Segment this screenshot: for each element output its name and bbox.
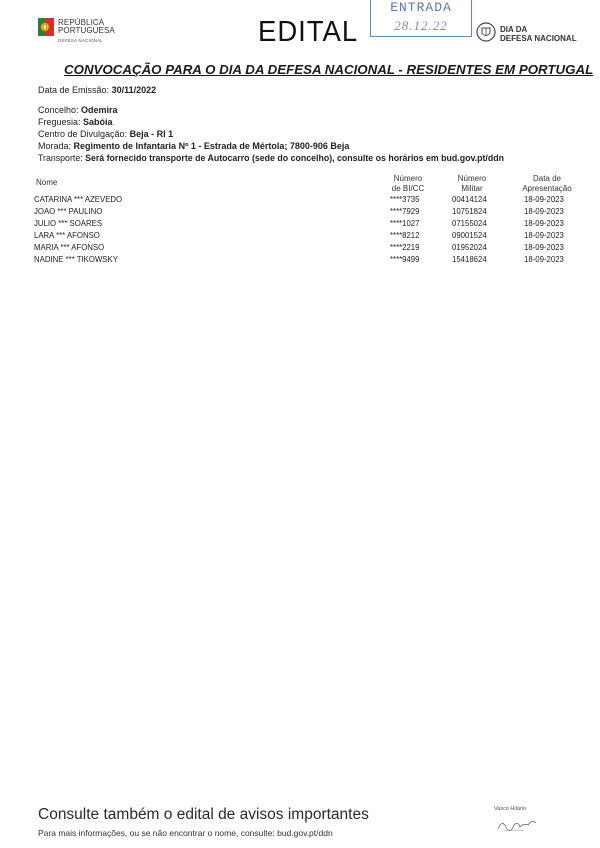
table-row bbox=[34, 231, 584, 242]
row-date: 18-09-2023 bbox=[524, 207, 564, 216]
centro-label: Centro de Divulgação: bbox=[38, 129, 128, 139]
row-military: 00414124 bbox=[452, 195, 487, 204]
row-name: JULIO *** SOARES bbox=[34, 219, 103, 228]
document-title: EDITAL bbox=[258, 16, 359, 48]
morada-line bbox=[38, 141, 349, 151]
transporte-line bbox=[38, 153, 504, 163]
republic-line-1: REPÚBLICA bbox=[58, 18, 105, 27]
stamp-title: ENTRADA bbox=[390, 0, 452, 15]
row-date: 18-09-2023 bbox=[524, 243, 564, 252]
table-row bbox=[34, 243, 584, 254]
table-row bbox=[34, 219, 584, 230]
entry-stamp bbox=[370, 0, 472, 37]
row-date: 18-09-2023 bbox=[524, 231, 564, 240]
ministry-label: DEFESA NACIONAL bbox=[58, 38, 104, 43]
header-date-line-1: Data de bbox=[532, 174, 562, 183]
concelho-line bbox=[38, 105, 118, 115]
header-date-line-2: Apresentação bbox=[522, 184, 572, 193]
row-date: 18-09-2023 bbox=[524, 195, 564, 204]
republic-line-2: PORTUGUESA bbox=[58, 26, 115, 35]
table-row bbox=[34, 207, 584, 218]
table-row bbox=[34, 195, 584, 206]
freguesia-value: Sabóia bbox=[83, 117, 113, 127]
row-name: MARIA *** AFONSO bbox=[34, 243, 105, 252]
signer-name: Vasco Hilário bbox=[494, 806, 526, 812]
row-bi: ****7929 bbox=[390, 207, 420, 216]
row-name: LARA *** AFONSO bbox=[34, 231, 100, 240]
ddn-line-1: DIA DA bbox=[500, 25, 528, 34]
row-bi: ****9499 bbox=[390, 255, 420, 264]
republica-portuguesa-logo bbox=[38, 16, 118, 48]
row-military: 15418624 bbox=[452, 255, 487, 264]
row-bi: ****2219 bbox=[390, 243, 420, 252]
header-military-line-2: Militar bbox=[461, 184, 483, 193]
footer-info: Para mais informações, ou se não encontrar o nome, consulte: bud.gov.pt/ddn bbox=[38, 828, 333, 838]
row-name: JOAO *** PAULINO bbox=[34, 207, 103, 216]
concelho-value: Odemira bbox=[81, 105, 118, 115]
header-military bbox=[446, 174, 498, 194]
morada-label: Morada: bbox=[38, 141, 72, 151]
header-date bbox=[510, 174, 584, 194]
emission-value: 30/11/2022 bbox=[111, 85, 157, 95]
ddn-line-2: DEFESA NACIONAL bbox=[500, 34, 577, 43]
centro-line bbox=[38, 129, 173, 139]
defense-emblem-icon bbox=[476, 22, 496, 42]
transporte-label: Transporte: bbox=[38, 153, 83, 163]
header-name: Nome bbox=[36, 178, 58, 187]
stamp-date: 28.12.22 bbox=[394, 18, 448, 33]
morada-value: Regimento de Infantaria Nº 1 - Estrada de Mértola; 7800-906 Beja bbox=[73, 141, 350, 151]
row-bi: ****8212 bbox=[390, 231, 420, 240]
header-military-line-1: Número bbox=[457, 174, 487, 183]
header-bi bbox=[382, 174, 434, 194]
row-date: 18-09-2023 bbox=[524, 255, 564, 264]
centro-value: Beja - RI 1 bbox=[129, 129, 174, 139]
table-row bbox=[34, 255, 584, 266]
row-bi: ****1027 bbox=[390, 219, 420, 228]
freguesia-line bbox=[38, 117, 113, 127]
emission-date-line bbox=[38, 85, 156, 95]
convocation-title: CONVOCAÇÃO PARA O DIA DA DEFESA NACIONAL - RESIDENTES EM PORTUGAL bbox=[64, 62, 594, 77]
row-bi: ****3735 bbox=[390, 195, 420, 204]
dia-defesa-nacional-logo bbox=[476, 22, 586, 44]
freguesia-label: Freguesia: bbox=[38, 117, 81, 127]
portuguese-flag-icon bbox=[38, 16, 56, 38]
row-name: NADINE *** TIKOWSKY bbox=[34, 255, 118, 264]
header-bi-line-2: de BI/CC bbox=[391, 184, 425, 193]
header-bi-line-1: Número bbox=[393, 174, 423, 183]
row-military: 07155024 bbox=[452, 219, 487, 228]
concelho-label: Concelho: bbox=[38, 105, 79, 115]
row-military: 09001524 bbox=[452, 231, 487, 240]
row-date: 18-09-2023 bbox=[524, 219, 564, 228]
row-name: CATARINA *** AZEVEDO bbox=[34, 195, 123, 204]
row-military: 01952024 bbox=[452, 243, 487, 252]
signature-icon bbox=[494, 813, 540, 835]
row-military: 10751824 bbox=[452, 207, 487, 216]
transporte-value: Será fornecido transporte de Autocarro (sede do concelho), consulte os horários em bud.gov.pt/ddn bbox=[85, 153, 504, 163]
emission-label: Data de Emissão: bbox=[38, 85, 110, 95]
footer-notice: Consulte também o edital de avisos importantes bbox=[38, 806, 369, 823]
